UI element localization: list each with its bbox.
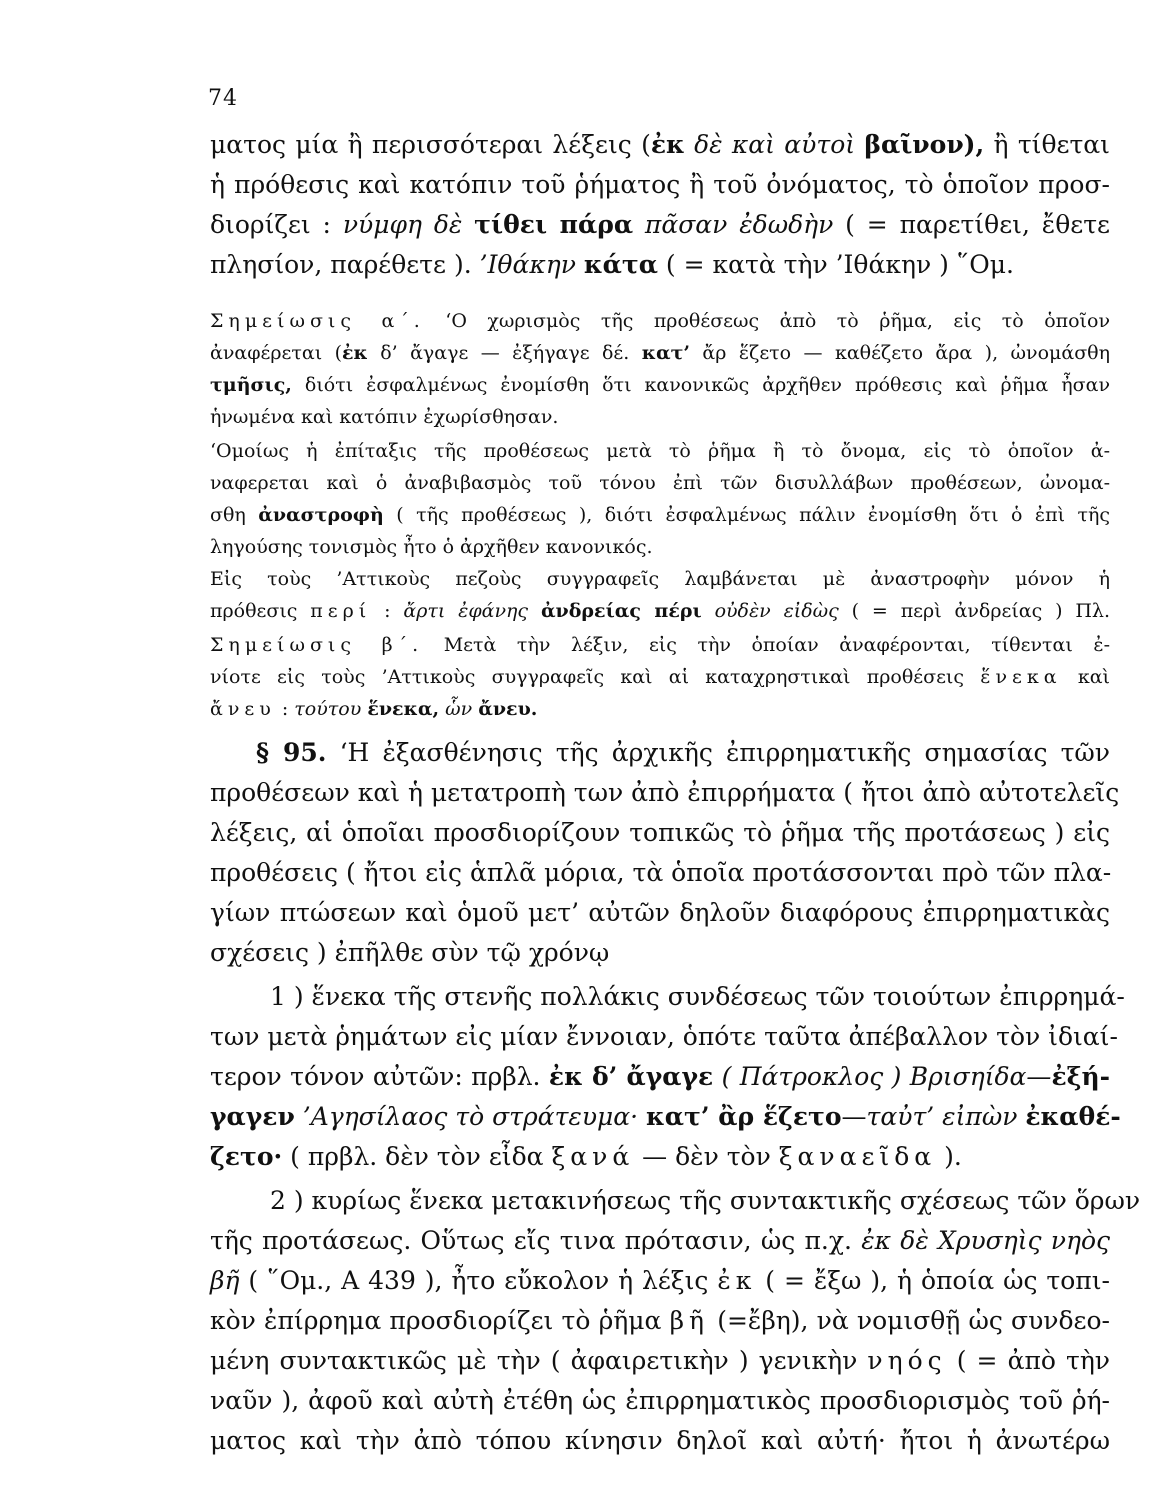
- text-line: γαγεν ’Αγησίλαος τὸ στράτευμα· κατ’ ἂρ ἕζετο—ταὐτ’ εἰπὼν ἐκαθέ-: [210, 1102, 1121, 1131]
- text-line: των μετὰ ῥημάτων εἰς μίαν ἔννοιαν, ὁπότε ταῦτα ἀπέβαλλον τὸν ἰδιαί-: [210, 1022, 1118, 1051]
- text-line: τῆς προτάσεως. Οὕτως εἴς τινα πρότασιν, ὡς π.χ. ἐκ δὲ Χρυσηὶς νηὸς: [210, 1226, 1110, 1255]
- note-line: ληγούσης τονισμὸς ἦτο ὁ ἀρχῆθεν κανονικός.: [210, 536, 653, 558]
- text-line: πλησίον, παρέθετε ). ’Ιθάκην κάτα ( = κατὰ τὴν ’Ιθάκην ) ῞Ομ.: [210, 250, 1014, 279]
- note-line: Εἰς τοὺς ’Αττικοὺς πεζοὺς συγγραφεῖς λαμβάνεται μὲ ἀναστροφὴν μόνον ἡ: [210, 568, 1110, 590]
- note-line: ἄνευ : τούτου ἕνεκα, ὧν ἄνευ.: [210, 698, 538, 720]
- note-line: ἀναφέρεται (ἐκ δ’ ἄγαγε — ἐξήγαγε δέ. κατ’ ἄρ ἕζετο — καθέζετο ἄρα ), ὠνομάσθη: [210, 342, 1110, 364]
- note-line: τμῆσις, διότι ἐσφαλμένως ἐνομίσθη ὅτι κανονικῶς ἀρχῆθεν πρόθεσις καὶ ῥῆμα ἦσαν: [210, 374, 1110, 396]
- text-line: σχέσεις ) ἐπῆλθε σὺν τῷ χρόνῳ: [210, 938, 610, 967]
- text-line: προθέσεις ( ἤτοι εἰς ἁπλᾶ μόρια, τὰ ὁποῖα προτάσσονται πρὸ τῶν πλα-: [210, 858, 1112, 887]
- text-line: μένη συντακτικῶς μὲ τὴν ( ἀφαιρετικὴν ) γενικὴν νηός ( = ἀπὸ τὴν: [210, 1346, 1111, 1375]
- note-line: ‘Ομοίως ἡ ἐπίταξις τῆς προθέσεως μετὰ τὸ ῥῆμα ἢ τὸ ὄνομα, εἰς τὸ ὁποῖον ἀ-: [210, 440, 1110, 462]
- page-number: 74: [208, 86, 238, 111]
- text-line: γίων πτώσεων καὶ ὁμοῦ μετ’ αὐτῶν δηλοῦν διαφόρους ἐπιρρηματικὰς: [210, 898, 1110, 927]
- text-line: ζετο· ( πρβλ. δὲν τὸν εἶδα ξανά — δὲν τὸν ξαναεῖδα ).: [210, 1142, 962, 1171]
- text-line: προθέσεων καὶ ἡ μετατροπὴ των ἀπὸ ἐπιρρήματα ( ἤτοι ἀπὸ αὐτοτελεῖς: [210, 778, 1120, 807]
- text-line: διορίζει : νύμφη δὲ τίθει πάρα πᾶσαν ἐδωδὴν ( = παρετίθει, ἔθετε: [210, 210, 1110, 239]
- text-line: ναῦν ), ἀφοῦ καὶ αὐτὴ ἐτέθη ὡς ἐπιρρηματικὸς προσδιορισμὸς τοῦ ῥή-: [210, 1386, 1110, 1415]
- text-line: βῆ ( ῞Ομ., Α 439 ), ἦτο εὔκολον ἡ λέξις ἐκ ( = ἔξω ), ἡ ὁποία ὡς τοπι-: [210, 1266, 1110, 1295]
- section-number: § 95.: [256, 738, 327, 767]
- text-line: ἡ πρόθεσις καὶ κατόπιν τοῦ ῥήματος ἢ τοῦ ὀνόματος, τὸ ὁποῖον προσ-: [210, 170, 1110, 199]
- note-line: Σημείωσις α΄. ‘Ο χωρισμὸς τῆς προθέσεως ἀπὸ τὸ ῥῆμα, εἰς τὸ ὁποῖον: [210, 310, 1110, 332]
- note-line: ναφερεται καὶ ὁ ἀναβιβασμὸς τοῦ τόνου ἐπὶ τῶν δισυλλάβων προθέσεων, ὠνομα-: [210, 472, 1110, 494]
- text-line: 2 ) κυρίως ἕνεκα μετακινήσεως τῆς συντακτικῆς σχέσεως τῶν ὅρων: [270, 1186, 1141, 1215]
- text-line: 1 ) ἕνεκα τῆς στενῆς πολλάκις συνδέσεως τῶν τοιούτων ἐπιρρημά-: [270, 982, 1125, 1011]
- text-line: ματος καὶ τὴν ἀπὸ τόπου κίνησιν δηλοῖ καὶ αὐτή· ἤτοι ἡ ἀνωτέρω: [210, 1426, 1110, 1455]
- note-line: νίοτε εἰς τοὺς ’Αττικοὺς συγγραφεῖς καὶ αἱ καταχρηστικαὶ προθέσεις ἕνεκα καὶ: [210, 666, 1110, 688]
- note-line: Σημείωσις β΄. Μετὰ τὴν λέξιν, εἰς τὴν ὁποίαν ἀναφέρονται, τίθενται ἐ-: [210, 634, 1110, 656]
- text-line: τερον τόνον αὐτῶν: πρβλ. ἐκ δ’ ἄγαγε ( Πάτροκλος ) Βρισηίδα—ἐξή-: [210, 1062, 1110, 1091]
- section-line: § 95. ‘Η ἐξασθένησις τῆς ἀρχικῆς ἐπιρρηματικῆς σημασίας τῶν: [256, 738, 1110, 767]
- note-line: σθη ἀναστροφὴ ( τῆς προθέσεως ), διότι ἐσφαλμένως πάλιν ἐνομίσθη ὅτι ὁ ἐπὶ τῆς: [210, 504, 1110, 526]
- note-line: πρόθεσις περί : ἄρτι ἐφάνης ἀνδρείας πέρι οὐδὲν εἰδὼς ( = περὶ ἀνδρείας ) Πλ.: [210, 600, 1111, 622]
- note-line: ἡνωμένα καὶ κατόπιν ἐχωρίσθησαν.: [210, 406, 559, 428]
- text-line: λέξεις, αἱ ὁποῖαι προσδιορίζουν τοπικῶς τὸ ῥῆμα τῆς προτάσεως ) εἰς: [210, 818, 1110, 847]
- text-line: κὸν ἐπίρρημα προσδιορίζει τὸ ῥῆμα βῆ (=ἔβη), νὰ νομισθῇ ὡς συνδεο-: [210, 1306, 1110, 1335]
- text-line: ματος μία ἢ περισσότεραι λέξεις (ἐκ δὲ καὶ αὐτοὶ βαῖνον), ἢ τίθεται: [210, 130, 1110, 159]
